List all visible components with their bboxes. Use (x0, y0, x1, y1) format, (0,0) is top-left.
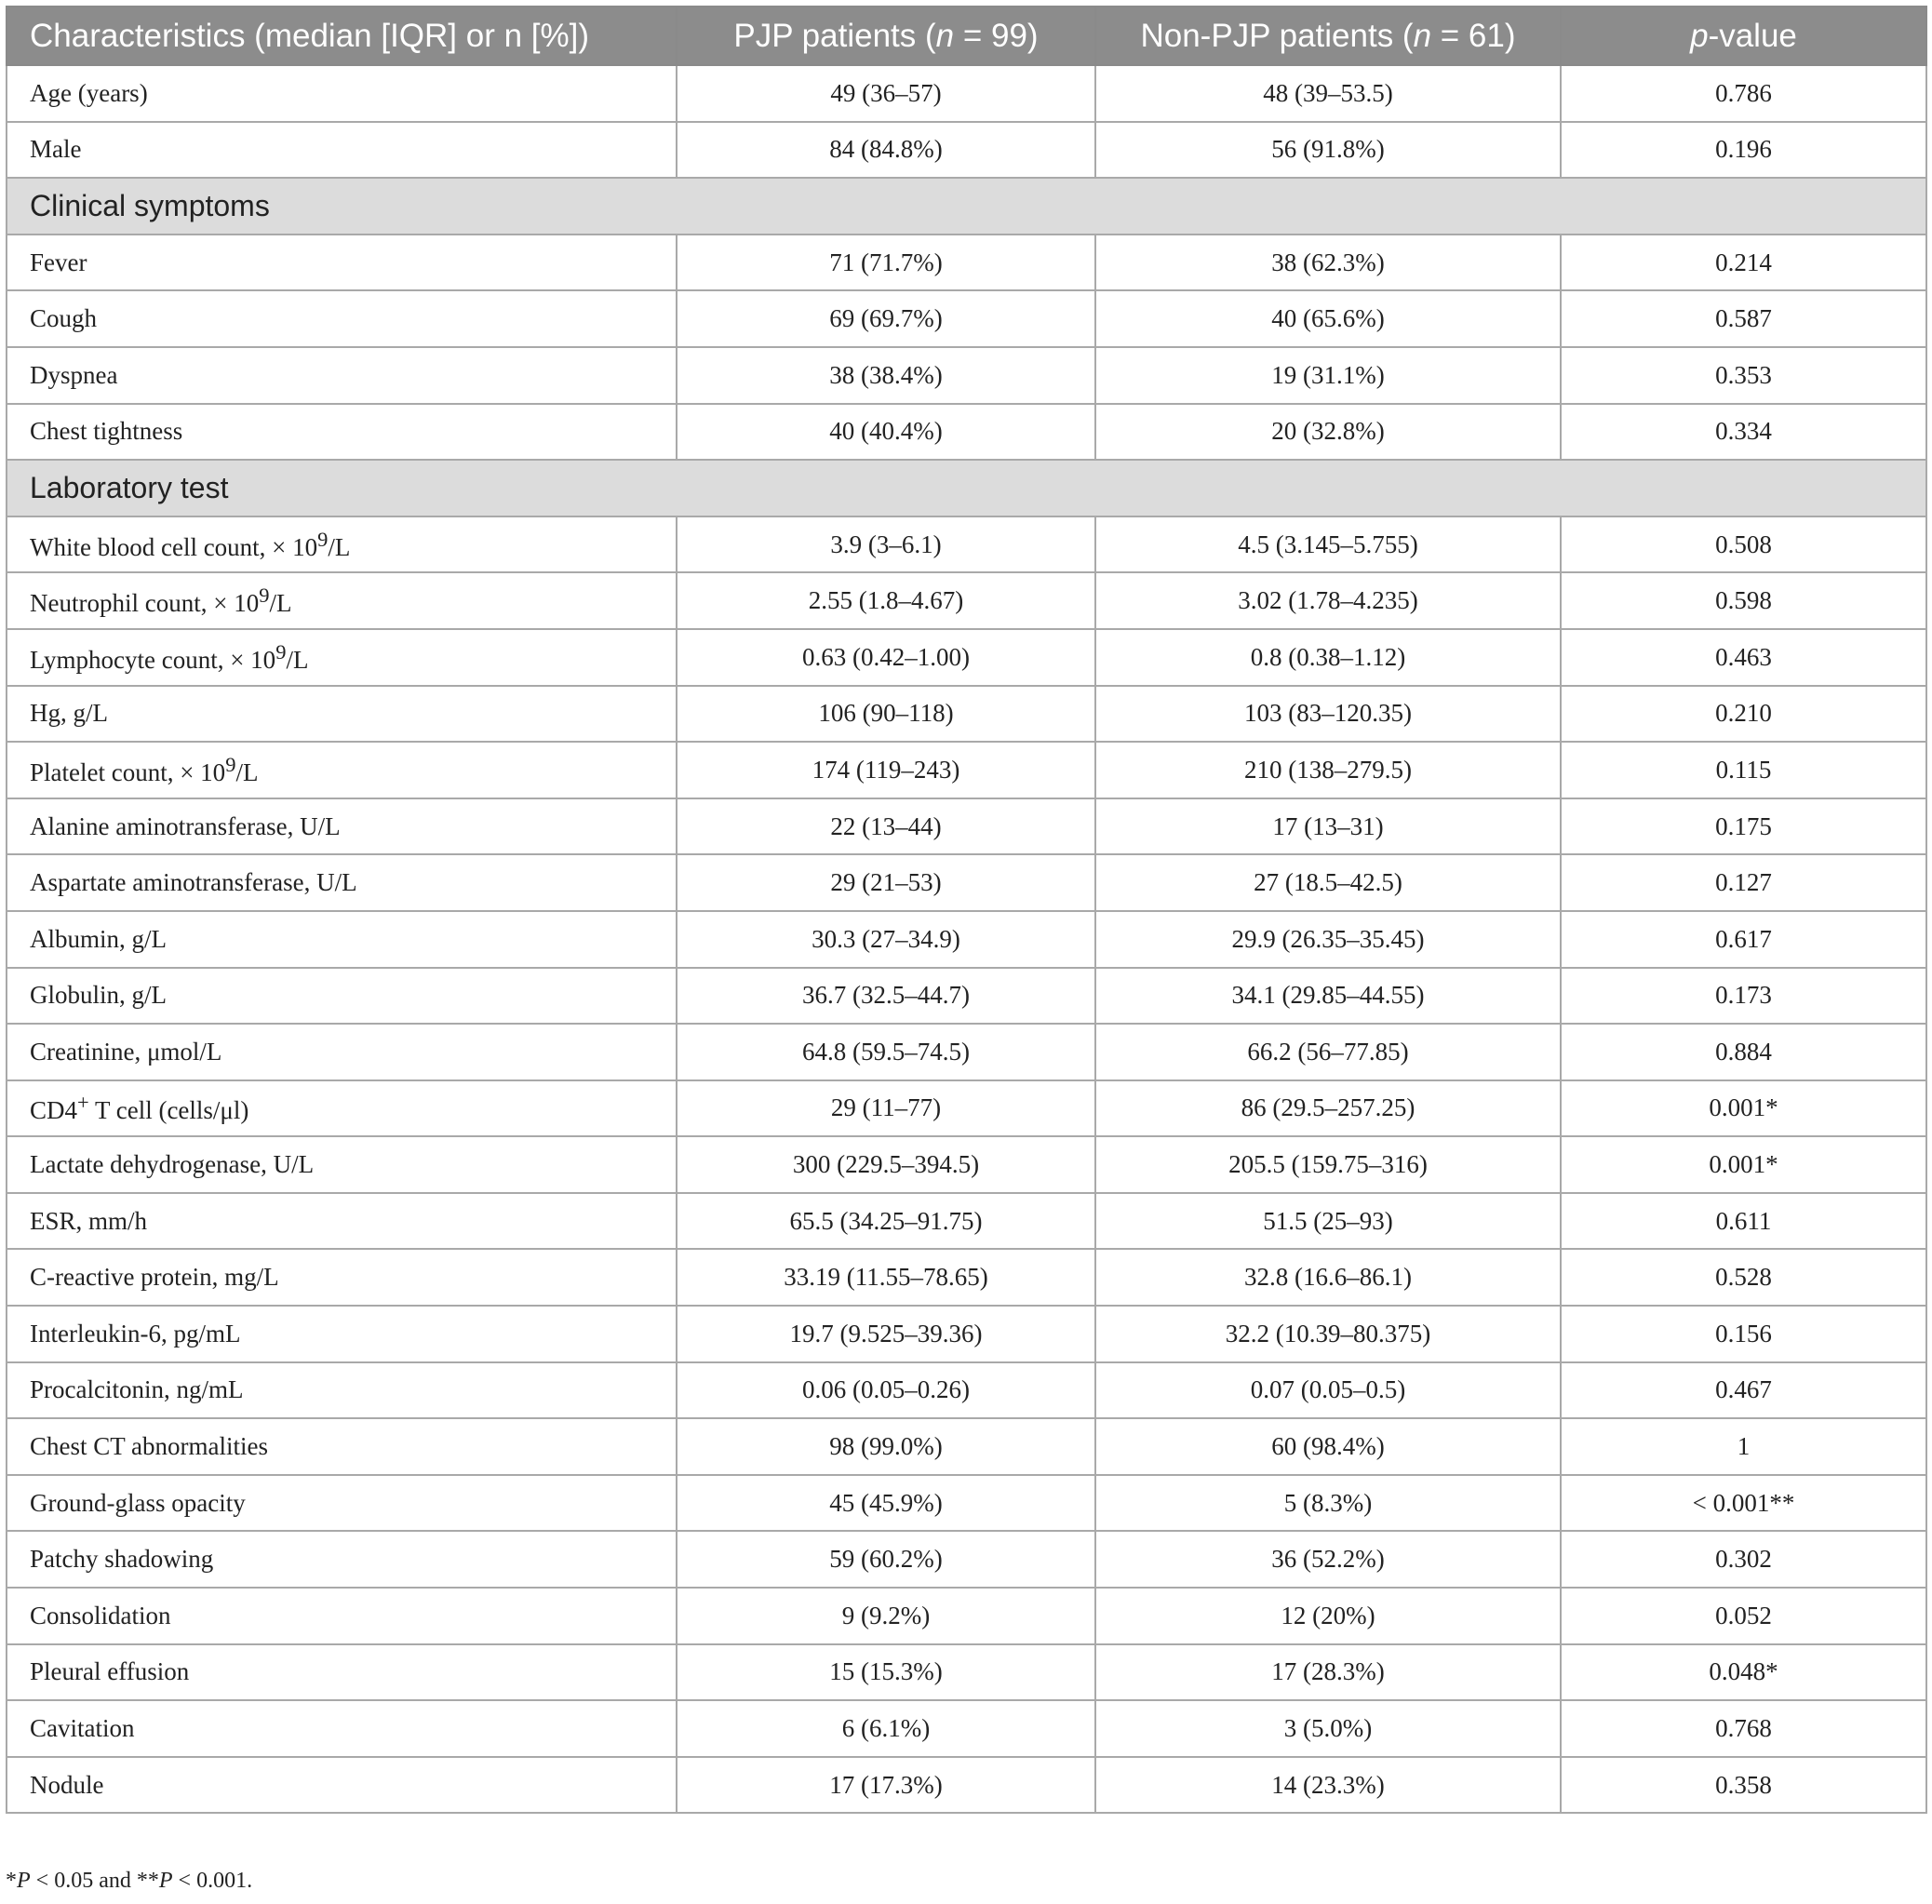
p-value: < 0.001** (1561, 1475, 1926, 1532)
p-value: 0.467 (1561, 1362, 1926, 1419)
header-characteristics: Characteristics (median [IQR] or n [%]) (7, 7, 677, 65)
nonpjp-value: 34.1 (29.85–44.55) (1095, 968, 1561, 1025)
pjp-value: 0.06 (0.05–0.26) (677, 1362, 1095, 1419)
p-value: 0.786 (1561, 65, 1926, 122)
table-row (7, 122, 1926, 179)
pjp-value: 84 (84.8%) (677, 122, 1095, 179)
nonpjp-value: 12 (20%) (1095, 1588, 1561, 1644)
p-value: 0.127 (1561, 854, 1926, 911)
table-row (7, 1588, 1926, 1644)
label-unit: /L (328, 532, 351, 561)
nonpjp-value: 27 (18.5–42.5) (1095, 854, 1561, 911)
pjp-value: 19.7 (9.525–39.36) (677, 1306, 1095, 1362)
p-value: 0.001* (1561, 1080, 1926, 1137)
p-value: 0.052 (1561, 1588, 1926, 1644)
pjp-value: 45 (45.9%) (677, 1475, 1095, 1532)
section-title-laboratory: Laboratory test (7, 460, 1926, 516)
label-superscript: 9 (259, 583, 270, 608)
p-value: 0.214 (1561, 235, 1926, 291)
row-label: Age (years) (7, 65, 677, 122)
pjp-value: 29 (11–77) (677, 1080, 1095, 1137)
table-row (7, 798, 1926, 855)
row-label: Creatinine, μmol/L (7, 1024, 677, 1080)
row-label: Hg, g/L (7, 686, 677, 743)
header-nonpjp-prefix: Non-PJP patients ( (1140, 17, 1414, 54)
row-label: Cough (7, 290, 677, 347)
pjp-value: 40 (40.4%) (677, 404, 1095, 461)
pjp-value: 300 (229.5–394.5) (677, 1136, 1095, 1193)
p-value: 0.001* (1561, 1136, 1926, 1193)
label-unit: T cell (cells/μl) (88, 1096, 249, 1125)
header-pjp-n: n (935, 17, 955, 54)
p-value: 0.156 (1561, 1306, 1926, 1362)
table-row (7, 1080, 1926, 1137)
table-row (7, 290, 1926, 347)
nonpjp-value: 51.5 (25–93) (1095, 1193, 1561, 1250)
table-body (7, 65, 1926, 1813)
label-text: White blood cell count, × 10 (30, 532, 318, 561)
nonpjp-value: 86 (29.5–257.25) (1095, 1080, 1561, 1137)
pjp-value: 29 (21–53) (677, 854, 1095, 911)
section-title-clinical: Clinical symptoms (7, 178, 1926, 235)
p-value: 0.353 (1561, 347, 1926, 404)
footnote-p2: P (158, 1869, 173, 1893)
p-value: 0.508 (1561, 516, 1926, 573)
table-row (7, 1418, 1926, 1475)
p-value: 0.173 (1561, 968, 1926, 1025)
footnote-text1: < 0.05 and ** (30, 1869, 159, 1893)
row-label: Interleukin-6, pg/mL (7, 1306, 677, 1362)
nonpjp-value: 0.8 (0.38–1.12) (1095, 629, 1561, 686)
row-label: C-reactive protein, mg/L (7, 1249, 677, 1306)
table-row (7, 347, 1926, 404)
table-footnote (6, 1869, 252, 1894)
table-container (6, 6, 1925, 1814)
table-row (7, 516, 1926, 573)
pjp-value: 64.8 (59.5–74.5) (677, 1024, 1095, 1080)
nonpjp-value: 36 (52.2%) (1095, 1531, 1561, 1588)
table-row (7, 1531, 1926, 1588)
pjp-value: 69 (69.7%) (677, 290, 1095, 347)
table-row (7, 65, 1926, 122)
row-label: Ground-glass opacity (7, 1475, 677, 1532)
p-value: 0.768 (1561, 1700, 1926, 1757)
header-row (7, 7, 1926, 65)
nonpjp-value: 29.9 (26.35–35.45) (1095, 911, 1561, 968)
p-value: 0.358 (1561, 1757, 1926, 1814)
pjp-value: 71 (71.7%) (677, 235, 1095, 291)
table-row (7, 1757, 1926, 1814)
header-pjp (677, 7, 1095, 65)
nonpjp-value: 3.02 (1.78–4.235) (1095, 572, 1561, 629)
row-label (7, 742, 677, 798)
nonpjp-value: 0.07 (0.05–0.5) (1095, 1362, 1561, 1419)
nonpjp-value: 17 (13–31) (1095, 798, 1561, 855)
label-text: Platelet count, × 10 (30, 758, 226, 786)
pjp-value: 22 (13–44) (677, 798, 1095, 855)
footnote-text2: < 0.001. (172, 1869, 253, 1893)
table-row (7, 235, 1926, 291)
label-text: Lymphocyte count, × 10 (30, 645, 276, 674)
nonpjp-value: 205.5 (159.75–316) (1095, 1136, 1561, 1193)
table-row (7, 1136, 1926, 1193)
p-value: 0.528 (1561, 1249, 1926, 1306)
pjp-value: 36.7 (32.5–44.7) (677, 968, 1095, 1025)
row-label: Lactate dehydrogenase, U/L (7, 1136, 677, 1193)
nonpjp-value: 66.2 (56–77.85) (1095, 1024, 1561, 1080)
label-superscript: 9 (317, 527, 329, 551)
row-label: Fever (7, 235, 677, 291)
row-label: Chest tightness (7, 404, 677, 461)
table-row (7, 1249, 1926, 1306)
row-label (7, 629, 677, 686)
nonpjp-value: 20 (32.8%) (1095, 404, 1561, 461)
section-row-laboratory (7, 460, 1926, 516)
nonpjp-value: 3 (5.0%) (1095, 1700, 1561, 1757)
table-row (7, 686, 1926, 743)
p-value: 1 (1561, 1418, 1926, 1475)
pjp-value: 49 (36–57) (677, 65, 1095, 122)
row-label (7, 572, 677, 629)
row-label: Patchy shadowing (7, 1531, 677, 1588)
p-value: 0.334 (1561, 404, 1926, 461)
table-row (7, 911, 1926, 968)
header-nonpjp-n: n (1413, 17, 1432, 54)
p-value: 0.210 (1561, 686, 1926, 743)
row-label: Alanine aminotransferase, U/L (7, 798, 677, 855)
characteristics-table (6, 6, 1927, 1814)
p-value: 0.048* (1561, 1644, 1926, 1701)
table-header (7, 7, 1926, 65)
nonpjp-value: 60 (98.4%) (1095, 1418, 1561, 1475)
row-label: Aspartate aminotransferase, U/L (7, 854, 677, 911)
table-row (7, 1306, 1926, 1362)
header-p-italic: p (1690, 17, 1709, 54)
nonpjp-value: 14 (23.3%) (1095, 1757, 1561, 1814)
p-value: 0.175 (1561, 798, 1926, 855)
row-label: Male (7, 122, 677, 179)
table-row (7, 1024, 1926, 1080)
nonpjp-value: 32.8 (16.6–86.1) (1095, 1249, 1561, 1306)
pjp-value: 6 (6.1%) (677, 1700, 1095, 1757)
pjp-value: 30.3 (27–34.9) (677, 911, 1095, 968)
section-row-clinical (7, 178, 1926, 235)
footnote-star: * (6, 1869, 17, 1893)
header-nonpjp-suffix: = 61) (1431, 17, 1516, 54)
table-row (7, 572, 1926, 629)
p-value: 0.617 (1561, 911, 1926, 968)
header-pvalue (1561, 7, 1926, 65)
table-row (7, 629, 1926, 686)
nonpjp-value: 40 (65.6%) (1095, 290, 1561, 347)
table-row (7, 1362, 1926, 1419)
table-row (7, 1193, 1926, 1250)
nonpjp-value: 19 (31.1%) (1095, 347, 1561, 404)
footnote-p1: P (17, 1869, 31, 1893)
label-unit: /L (235, 758, 259, 786)
table-row (7, 854, 1926, 911)
pjp-value: 65.5 (34.25–91.75) (677, 1193, 1095, 1250)
pjp-value: 2.55 (1.8–4.67) (677, 572, 1095, 629)
nonpjp-value: 48 (39–53.5) (1095, 65, 1561, 122)
header-pjp-suffix: = 99) (954, 17, 1039, 54)
nonpjp-value: 4.5 (3.145–5.755) (1095, 516, 1561, 573)
pjp-value: 59 (60.2%) (677, 1531, 1095, 1588)
pjp-value: 17 (17.3%) (677, 1757, 1095, 1814)
label-unit: /L (269, 589, 292, 618)
pjp-value: 33.19 (11.55–78.65) (677, 1249, 1095, 1306)
p-value: 0.115 (1561, 742, 1926, 798)
table-row (7, 1700, 1926, 1757)
row-label: Nodule (7, 1757, 677, 1814)
row-label: Albumin, g/L (7, 911, 677, 968)
row-label: Pleural effusion (7, 1644, 677, 1701)
nonpjp-value: 17 (28.3%) (1095, 1644, 1561, 1701)
row-label: ESR, mm/h (7, 1193, 677, 1250)
row-label: Dyspnea (7, 347, 677, 404)
label-superscript: 9 (225, 752, 236, 776)
p-value: 0.587 (1561, 290, 1926, 347)
label-text: Neutrophil count, × 10 (30, 589, 260, 618)
nonpjp-value: 103 (83–120.35) (1095, 686, 1561, 743)
table-row (7, 968, 1926, 1025)
row-label: Procalcitonin, ng/mL (7, 1362, 677, 1419)
nonpjp-value: 210 (138–279.5) (1095, 742, 1561, 798)
pjp-value: 9 (9.2%) (677, 1588, 1095, 1644)
p-value: 0.302 (1561, 1531, 1926, 1588)
table-row (7, 404, 1926, 461)
p-value: 0.196 (1561, 122, 1926, 179)
header-pjp-prefix: PJP patients ( (733, 17, 936, 54)
pjp-value: 106 (90–118) (677, 686, 1095, 743)
nonpjp-value: 56 (91.8%) (1095, 122, 1561, 179)
row-label: Globulin, g/L (7, 968, 677, 1025)
table-row (7, 1644, 1926, 1701)
row-label (7, 1080, 677, 1137)
table-row (7, 1475, 1926, 1532)
label-superscript: 9 (275, 639, 287, 664)
p-value: 0.598 (1561, 572, 1926, 629)
row-label: Consolidation (7, 1588, 677, 1644)
pjp-value: 15 (15.3%) (677, 1644, 1095, 1701)
row-label: Cavitation (7, 1700, 677, 1757)
nonpjp-value: 5 (8.3%) (1095, 1475, 1561, 1532)
label-unit: /L (286, 645, 309, 674)
label-text: CD4 (30, 1096, 78, 1125)
header-nonpjp (1095, 7, 1561, 65)
nonpjp-value: 32.2 (10.39–80.375) (1095, 1306, 1561, 1362)
row-label: Chest CT abnormalities (7, 1418, 677, 1475)
p-value: 0.884 (1561, 1024, 1926, 1080)
table-row (7, 742, 1926, 798)
pjp-value: 0.63 (0.42–1.00) (677, 629, 1095, 686)
nonpjp-value: 38 (62.3%) (1095, 235, 1561, 291)
pjp-value: 38 (38.4%) (677, 347, 1095, 404)
header-p-suffix: -value (1708, 17, 1797, 54)
label-superscript: + (77, 1091, 89, 1115)
p-value: 0.611 (1561, 1193, 1926, 1250)
row-label (7, 516, 677, 573)
pjp-value: 98 (99.0%) (677, 1418, 1095, 1475)
p-value: 0.463 (1561, 629, 1926, 686)
pjp-value: 3.9 (3–6.1) (677, 516, 1095, 573)
pjp-value: 174 (119–243) (677, 742, 1095, 798)
